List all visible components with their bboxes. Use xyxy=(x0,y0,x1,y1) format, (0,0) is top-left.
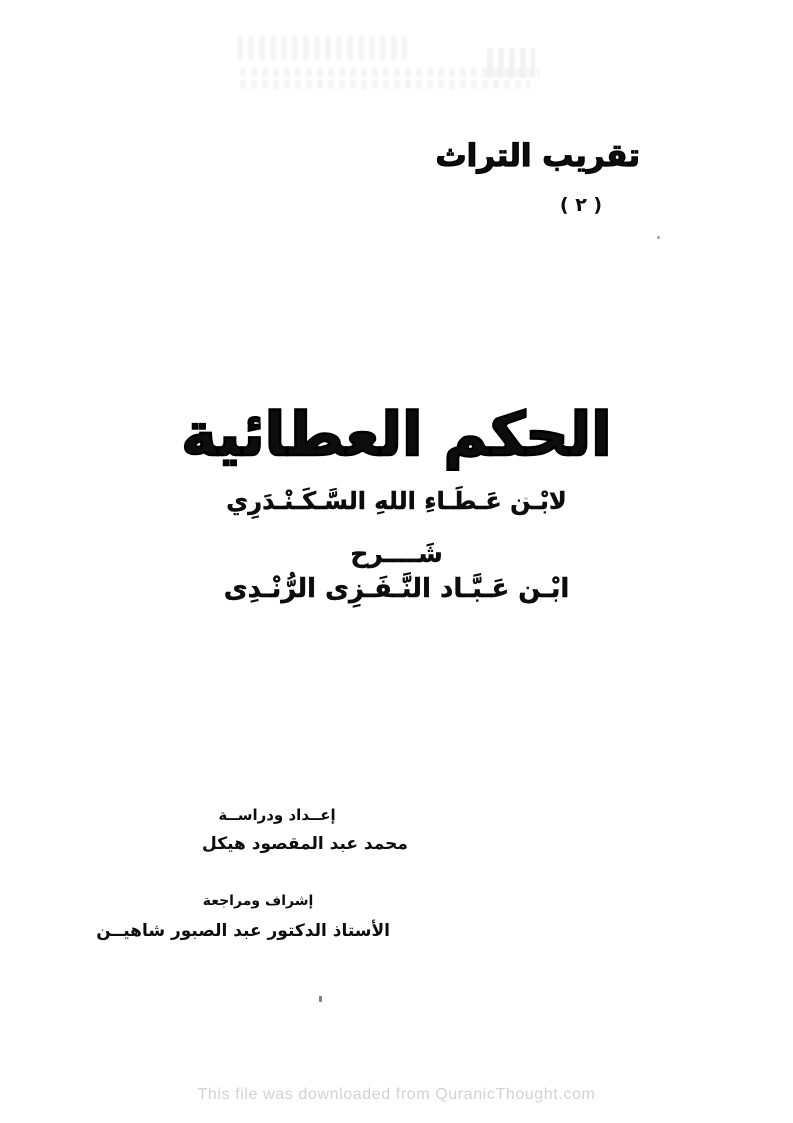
download-watermark: This file was downloaded from QuranicThought.com xyxy=(197,1086,596,1103)
supervision-label: إشراف ومراجعة xyxy=(202,893,314,909)
faded-stamp-line xyxy=(240,80,530,89)
author-line: لابْـن عَـطَـاءِ اللهِ السَّـكَـنْـدَرِي xyxy=(226,487,567,515)
supervision-block xyxy=(96,893,390,941)
supervision-name: الأستاذ الدكتور عبد الصبور شاهيــن xyxy=(96,921,390,941)
title-block xyxy=(0,398,793,604)
scan-speck xyxy=(524,497,528,500)
prepared-by-block xyxy=(140,806,470,854)
series-number: ( ٢ ) xyxy=(559,194,603,216)
prepared-by-name: محمد عبد المقصود هيكل xyxy=(202,834,408,854)
scan-speck xyxy=(319,996,322,1002)
book-title: الحكم العطائية xyxy=(181,400,612,470)
faded-stamp-line xyxy=(240,68,540,77)
prepared-by-label: إعــداد ودراســة xyxy=(218,806,336,824)
series-logo: تقريب التراث xyxy=(435,138,640,174)
commentator-line: ابْـن عَـبَّـاد النَّـفَـزِى الرُّنْـدِى xyxy=(223,574,570,604)
faded-stamp-line xyxy=(237,36,407,60)
sharh-label: شَــــرح xyxy=(350,539,443,568)
scan-speck xyxy=(657,236,660,239)
